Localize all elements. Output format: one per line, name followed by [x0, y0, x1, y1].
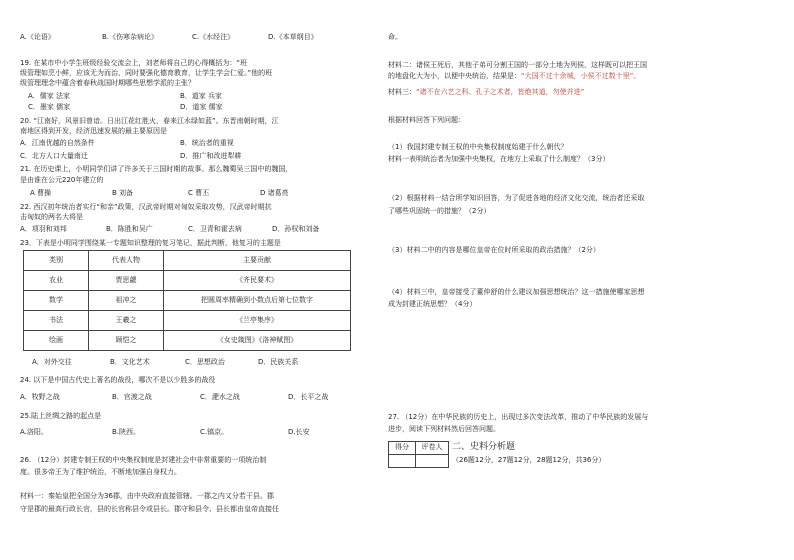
table-cell: 《齐民要术》 — [164, 271, 351, 291]
q22-option-a: A．项羽和刘邦 — [20, 225, 67, 233]
q21-option-b: B 刘备 — [112, 189, 134, 197]
questions-prompt: 根据材料回答下列问题： — [388, 116, 465, 124]
q27-line-2: 进步，阅读下列材料然后回答问题。 — [388, 425, 500, 433]
table-header-category: 类别 — [24, 251, 89, 271]
table-cell: 把圆周率精确到小数点后第七位数字 — [164, 291, 351, 311]
q23-option-d: D．民族关系 — [258, 358, 299, 366]
q20-option-d: D．推广和改进犁耕 — [180, 152, 242, 160]
q26-line-1: 26. （12分）封建专制王权的中央集权制度是封建社会中非常重要的一项统治制 — [20, 456, 267, 464]
q20-option-c: C．北方人口大量南迁 — [20, 152, 88, 160]
q25-option-b: B.陕西。 — [112, 428, 141, 436]
q18-option-d: D.《本草纲目》 — [268, 33, 318, 41]
q20-line-1: 20. “江南好，风景旧曾谙。日出江花红胜火，春来江水绿如蓝”。东晋南朝时期，江 — [20, 117, 279, 125]
table-cell: 书法 — [24, 311, 89, 331]
subquestion-3: （3）材料二中的内容是哪位皇帝在位时所采取的政治措施？（2分） — [388, 246, 600, 254]
subquestion-2-line-1: （2）根据材料一结合所学知识回答，为了促进各地的经济文化交流，统治者还采取 — [388, 194, 645, 202]
q23-option-a: A．对外交往 — [32, 358, 72, 366]
table-cell: 顾恺之 — [89, 331, 164, 351]
q20-option-b: B．统治者的重视 — [180, 139, 234, 147]
q24-option-a: A．牧野之战 — [20, 393, 60, 401]
q24-option-c: C．淝水之战 — [200, 393, 240, 401]
table-header-contribution: 主要贡献 — [164, 251, 351, 271]
q22-line-1: 22. 西汉初年统治者实行“和亲”政策，汉武帝时期对匈奴采取攻势，汉武帝时期抗 — [20, 203, 272, 211]
q25-option-c: C.镐京。 — [200, 428, 229, 436]
q21-line-1: 21. 在历史课上，小明同学们讲了许多关于三国时期的故事。那么魏蜀吴三国中的魏国， — [20, 165, 293, 173]
table-cell: 祖冲之 — [89, 291, 164, 311]
score-box — [388, 441, 449, 468]
q27-line-1: 27. （12分）在中华民族的历史上，出现过多次变法改革，推动了中华民族的发展与 — [388, 413, 649, 421]
material2-quote: “大国不过十余城，小侯不过数十里”。 — [521, 72, 641, 80]
q24-option-d: D．长平之战 — [288, 393, 329, 401]
q20-line-2: 南地区得到开发，经济迅速发展的最主要原因是 — [20, 127, 167, 135]
q19-option-b: B．道家 兵家 — [180, 92, 223, 100]
q18-option-c: C.《水经注》 — [192, 33, 235, 41]
subquestion-1-line-1: （1）我国封建专制王权的中央集权制度始建于什么朝代？ — [388, 143, 568, 151]
q26-continuation: 命。 — [388, 33, 402, 41]
section-title: 二、史料分析题 — [452, 442, 516, 452]
q23-option-b: B．文化艺术 — [110, 358, 150, 366]
material3-line — [388, 88, 584, 97]
q19-line-3: 级管理理念中蕴含着春秋战国时期哪些思想学派的主张？ — [20, 79, 195, 87]
q25-option-d: D.长安 — [288, 428, 310, 436]
q19-line-2: 级管理如烹小鲜，应该无为而治，同时要强化德育教育，让学生学会仁爱。”他的班 — [20, 69, 273, 77]
table-cell: 王羲之 — [89, 311, 164, 331]
score-header: 得分 — [389, 442, 416, 455]
subquestion-2-line-2: 了哪些巩固统一的措施？（2分） — [388, 207, 491, 215]
material3-quote: “诸不在六艺之科、孔子之术者，皆绝其道，勿使并进” — [416, 88, 585, 96]
q19-line-1: 19. 在某市中小学生班级经验交流会上，刘老师将自己的心得概括为：“班 — [20, 59, 247, 67]
q23-stem: 23．下表是小明同学围绕某一专题知识整理的复习笔记，据此判断，他复习的主题是 — [20, 239, 281, 247]
q23-option-c: C．思想政治 — [185, 358, 225, 366]
q22-option-d: D．孙权和刘备 — [272, 225, 320, 233]
q26-line-2: 度。很多帝王为了维护统治，不断地加强自身权力。 — [20, 468, 181, 476]
table-cell: 《兰亭集序》 — [164, 311, 351, 331]
q21-line-2: 是由谁在公元220年建立的 — [20, 176, 104, 184]
table-cell: 农业 — [24, 271, 89, 291]
q22-option-c: C．卫青和霍去病 — [188, 225, 242, 233]
table-cell: 《女史箴图》《洛神赋图》 — [164, 331, 351, 351]
grader-cell[interactable] — [416, 455, 449, 468]
table-cell: 绘画 — [24, 331, 89, 351]
q21-option-d: D 诸葛亮 — [260, 189, 289, 197]
section-detail: （26题12分，27题12分，28题12分，共36分） — [452, 456, 606, 464]
q21-option-a: A 曹操 — [30, 189, 52, 197]
subquestion-1-line-2: 材料一表明统治者为加强中央集权，在地方上采取了什么制度？（3分） — [388, 155, 610, 163]
q23-table — [23, 250, 351, 351]
table-row — [389, 442, 449, 455]
q19-option-a: A．儒家 法家 — [28, 92, 71, 100]
material2-text: 的地盘化大为小，以便中央统治，结果是： — [388, 72, 521, 80]
q18-option-a: A.《论语》 — [20, 33, 55, 41]
material2-line-2 — [388, 72, 640, 81]
q24-stem: 24. 以下是中国古代史上著名的战役，哪次不是以少胜多的战役 — [20, 376, 216, 384]
q22-line-2: 击匈奴的两名大将是 — [20, 213, 83, 221]
q25-option-a: A.洛阳。 — [20, 428, 48, 436]
q19-option-c: C．墨家 儒家 — [28, 103, 71, 111]
table-row — [24, 291, 351, 311]
grader-header: 评卷人 — [416, 442, 449, 455]
q22-option-b: B．陈胜和吴广 — [106, 225, 153, 233]
q26-material1-line-1: 材料一：秦始皇把全国分为36郡，由中央政府直接管辖。一郡之内又分若干县。郡 — [20, 492, 274, 500]
q26-material1-line-2: 守是郡的最高行政长官，县的长官称县令或县长。郡守和县令、县长都由皇帝直接任 — [20, 505, 279, 513]
table-row — [389, 455, 449, 468]
q24-option-b: B．官渡之战 — [112, 393, 152, 401]
score-cell[interactable] — [389, 455, 416, 468]
table-row — [24, 251, 351, 271]
q20-option-a: A．江南优越的自然条件 — [20, 139, 95, 147]
table-header-person: 代表人物 — [89, 251, 164, 271]
subquestion-4-line-2: 成为封建正统思想？（4分） — [388, 300, 477, 308]
table-cell: 数学 — [24, 291, 89, 311]
table-row — [24, 311, 351, 331]
table-row — [24, 331, 351, 351]
table-cell: 贾思勰 — [89, 271, 164, 291]
q19-option-d: D．道家 儒家 — [180, 103, 223, 111]
q25-stem: 25.陆上丝绸之路的起点是 — [20, 412, 102, 420]
material3-label: 材料三： — [388, 88, 416, 96]
q18-option-b: B.《伤寒杂病论》 — [102, 33, 159, 41]
table-row — [24, 271, 351, 291]
subquestion-4-line-1: （4）材料三中，皇帝接受了董仲舒的什么建议加强思想统治？这一措施使哪家思想 — [388, 288, 645, 296]
material2-line-1: 材料二：诸侯王死后，其他子弟可分割王国的一部分土地为列侯，这样既可以把王国 — [388, 61, 647, 69]
q21-option-c: C 曹丕 — [188, 189, 210, 197]
